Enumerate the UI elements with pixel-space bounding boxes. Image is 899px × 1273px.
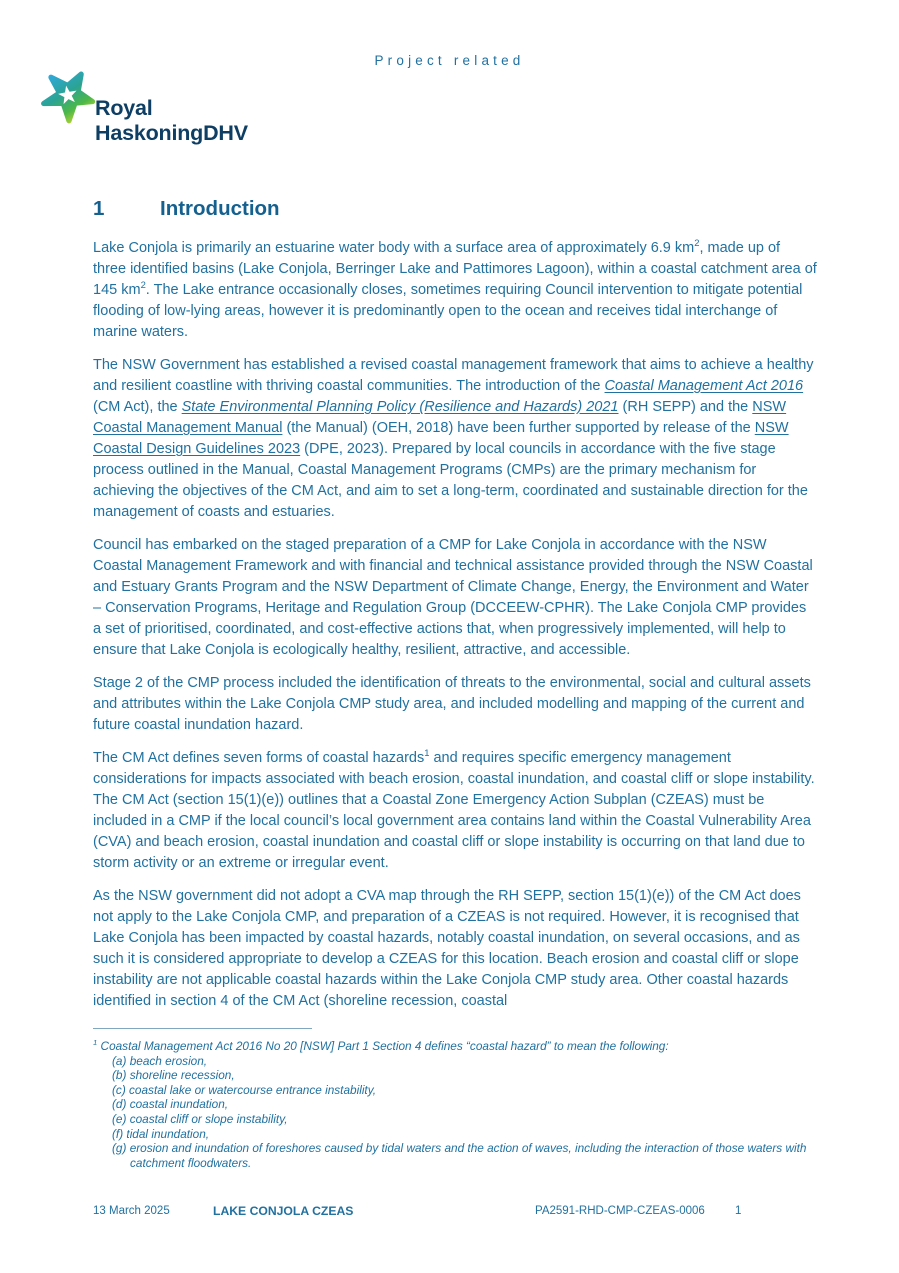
text-run: Coastal Management Act 2016 No 20 [NSW] Part 1 Section 4 defines “coastal hazard” to mean the following: xyxy=(97,1039,669,1053)
footer-page-number: 1 xyxy=(735,1205,742,1217)
footnote-item: (c) coastal lake or watercourse entrance instability, xyxy=(112,1082,377,1097)
text-run: 1 xyxy=(93,1038,98,1048)
logo-wordmark xyxy=(95,96,248,146)
text-run: , made up of three identified basins (Lake Conjola, Berringer Lake and Pattimores Lagoon), within a coastal catchment area of 145 km xyxy=(93,240,817,298)
paragraph-6 xyxy=(93,886,817,1012)
footnote-item: (d) coastal inundation, xyxy=(112,1097,229,1112)
text-run: As the NSW government did not adopt a CVA map through the RH SEPP, section 15(1)(e)) of the CM Act does not apply to the Lake Conjola CMP, and preparation of a CZEAS is not required. However, it is recognised that Lake Conjola has been impacted by coastal hazards, notably coastal inundation, on several occasions, and as such it is considered appropriate to develop a CZEAS for this location. Beach erosion and coastal cliff or slope instability are not applicable coastal hazards within the Lake Conjola CMP study area. Other coastal hazards identified in section 4 of the CM Act (shoreline recession, coastal xyxy=(93,888,801,1009)
underlined-reference: Coastal Management Act 2016 xyxy=(604,378,804,394)
paragraph-2 xyxy=(93,355,817,523)
section-heading xyxy=(93,197,280,221)
footnote-item: (a) beach erosion, xyxy=(112,1053,208,1068)
paragraph-4 xyxy=(93,673,817,736)
text-run: The CM Act defines seven forms of coastal hazards xyxy=(93,750,425,766)
paragraph-5 xyxy=(93,748,817,874)
footnote xyxy=(93,1039,817,1170)
text-run: (RH SEPP) and the xyxy=(618,399,753,415)
text-run: (DPE, 2023). Prepared by local councils in accordance with the five stage process outlined in the Manual, Coastal Management Programs (CMPs) are the primary mechanism for achieving the objectives of the CM Act, and aim to set a long-term, coordinated and sustainable direction for the management of coasts and estuaries. xyxy=(93,441,808,520)
paragraph-1 xyxy=(93,238,817,343)
text-run: 2 xyxy=(694,237,700,249)
page-footer xyxy=(0,1204,899,1224)
footnote-item: (e) coastal cliff or slope instability, xyxy=(112,1111,288,1126)
underlined-reference: State Environmental Planning Policy (Resilience and Hazards) 2021 xyxy=(181,399,619,415)
footnote-separator xyxy=(93,1028,312,1029)
paragraph-3 xyxy=(93,535,817,661)
footnote-list xyxy=(93,1054,817,1171)
underlined-reference: NSW Coastal Management Manual xyxy=(93,399,787,436)
text-run: Council has embarked on the staged preparation of a CMP for Lake Conjola in accordance with the NSW Coastal Management Framework and with financial and technical assistance provided through the NSW Coastal and Estuary Grants Program and the NSW Department of Climate Change, Energy, the Environment and Water – Conservation Programs, Heritage and Regulation Group (DCCEEW-CPHR). The Lake Conjola CMP provides a set of prioritised, coordinated, and cost-effective actions that, when progressively implemented, will help to ensure that Lake Conjola is ecologically healthy, resilient, attractive, and accessible. xyxy=(93,537,813,658)
footnote-item: (g) erosion and inundation of foreshores caused by tidal waters and the action of waves, including the interaction of those waters with catchment floodwaters. xyxy=(112,1141,807,1170)
text-run: The NSW Government has established a revised coastal management framework that aims to achieve a healthy and resilient coastline with thriving coastal communities. The introduction of the xyxy=(93,357,814,394)
text-run: Lake Conjola is primarily an estuarine water body with a surface area of approximately 6.9 km xyxy=(93,240,695,256)
text-run: 2 xyxy=(140,279,146,291)
section-title: Introduction xyxy=(160,197,280,220)
text-run: (the Manual) (OEH, 2018) have been further supported by release of the xyxy=(282,420,755,436)
section-number: 1 xyxy=(93,197,105,220)
footnote-item: (b) shoreline recession, xyxy=(112,1068,235,1083)
text-run: (CM Act), the xyxy=(93,399,182,415)
logo-line1: Royal xyxy=(95,96,153,120)
text-run: . The Lake entrance occasionally closes, sometimes requiring Council intervention to mitigate potential flooding of low-lying areas, however it is predominantly open to the ocean and receives tidal interchange of marine waters. xyxy=(93,282,803,340)
body-text xyxy=(93,238,817,1024)
footer-date: 13 March 2025 xyxy=(93,1205,170,1217)
footnote-intro xyxy=(93,1039,817,1054)
logo-star-icon xyxy=(40,64,98,130)
text-run: and requires specific emergency management considerations for impacts associated with beach erosion, coastal inundation, and coastal cliff or slope instability. The CM Act (section 15(1)(e)) outlines that a Coastal Zone Emergency Action Subplan (CZEAS) must be included in a CMP if the local council’s local government area contains land within the Coastal Vulnerability Area (CVA) and beach erosion, coastal inundation and coastal cliff or slope instability is occurring on that land due to storm activity or an extreme or irregular event. xyxy=(93,750,815,871)
footnote-item: (f) tidal inundation, xyxy=(112,1126,210,1141)
footer-doc-title: LAKE CONJOLA CZEAS xyxy=(213,1204,354,1218)
header-project-related-label: Project related xyxy=(374,53,525,68)
logo-line2: HaskoningDHV xyxy=(95,121,248,145)
text-run: Stage 2 of the CMP process included the identification of threats to the environmental, social and cultural assets and attributes within the Lake Conjola CMP study area, and included modelling and mapping of the current and future coastal inundation hazard. xyxy=(93,675,811,733)
underlined-reference: NSW Coastal Design Guidelines 2023 xyxy=(93,420,789,457)
footer-doc-reference: PA2591-RHD-CMP-CZEAS-0006 xyxy=(535,1205,705,1217)
text-run: 1 xyxy=(424,747,430,759)
